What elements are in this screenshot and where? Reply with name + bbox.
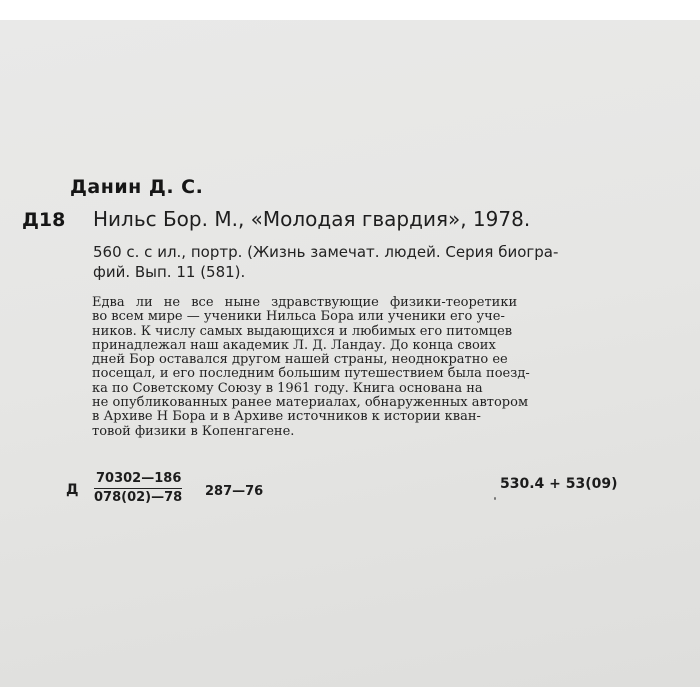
classification-index: 530.4 + 53(09) <box>500 476 618 492</box>
annotation-line: в Архиве Н Бора и в Архиве источников к истории кван- <box>92 409 481 425</box>
paper-speck <box>494 497 496 500</box>
annotation-line: ка по Советскому Союзу в 1961 году. Книга основана на <box>92 380 483 396</box>
price-prefix: Д <box>66 482 79 498</box>
price-numerator: 70302—186 <box>96 471 182 486</box>
author-code: Д18 <box>22 209 66 231</box>
annotation-line: не опубликованных ранее материалах, обнаруженных автором <box>92 395 529 411</box>
price-fraction <box>94 471 182 505</box>
physical-description-line: 560 с. с ил., портр. (Жизнь замечат. людей. Серия биогра- <box>93 243 559 261</box>
catalog-page <box>0 20 700 687</box>
annotation-line: Едва ли не все ныне здравствующие физики-теоретики <box>92 295 518 310</box>
physical-description <box>93 242 653 282</box>
annotation <box>92 296 652 439</box>
book-title-line: Нильс Бор. М., «Молодая гвардия», 1978. <box>93 207 531 231</box>
annotation-line: принадлежал наш академик Л. Д. Ландау. До конца своих <box>92 337 496 353</box>
annotation-line: товой физики в Копенгагене. <box>92 423 295 439</box>
annotation-line: посещал, и его последним большим путешествием была поезд- <box>92 366 530 382</box>
annotation-line: во всем мире — ученики Нильса Бора или ученики его уче- <box>92 309 505 325</box>
author-name: Данин Д. С. <box>70 176 204 198</box>
price-denominator: 078(02)—78 <box>94 490 183 505</box>
annotation-line: ников. К числу самых выдающихся и любимых его питомцев <box>92 323 513 339</box>
annotation-line: дней Бор оставался другом нашей страны, неоднократно ее <box>92 352 508 368</box>
price-tail: 287—76 <box>205 484 264 499</box>
physical-description-line: фий. Вып. 11 (581). <box>93 263 246 281</box>
